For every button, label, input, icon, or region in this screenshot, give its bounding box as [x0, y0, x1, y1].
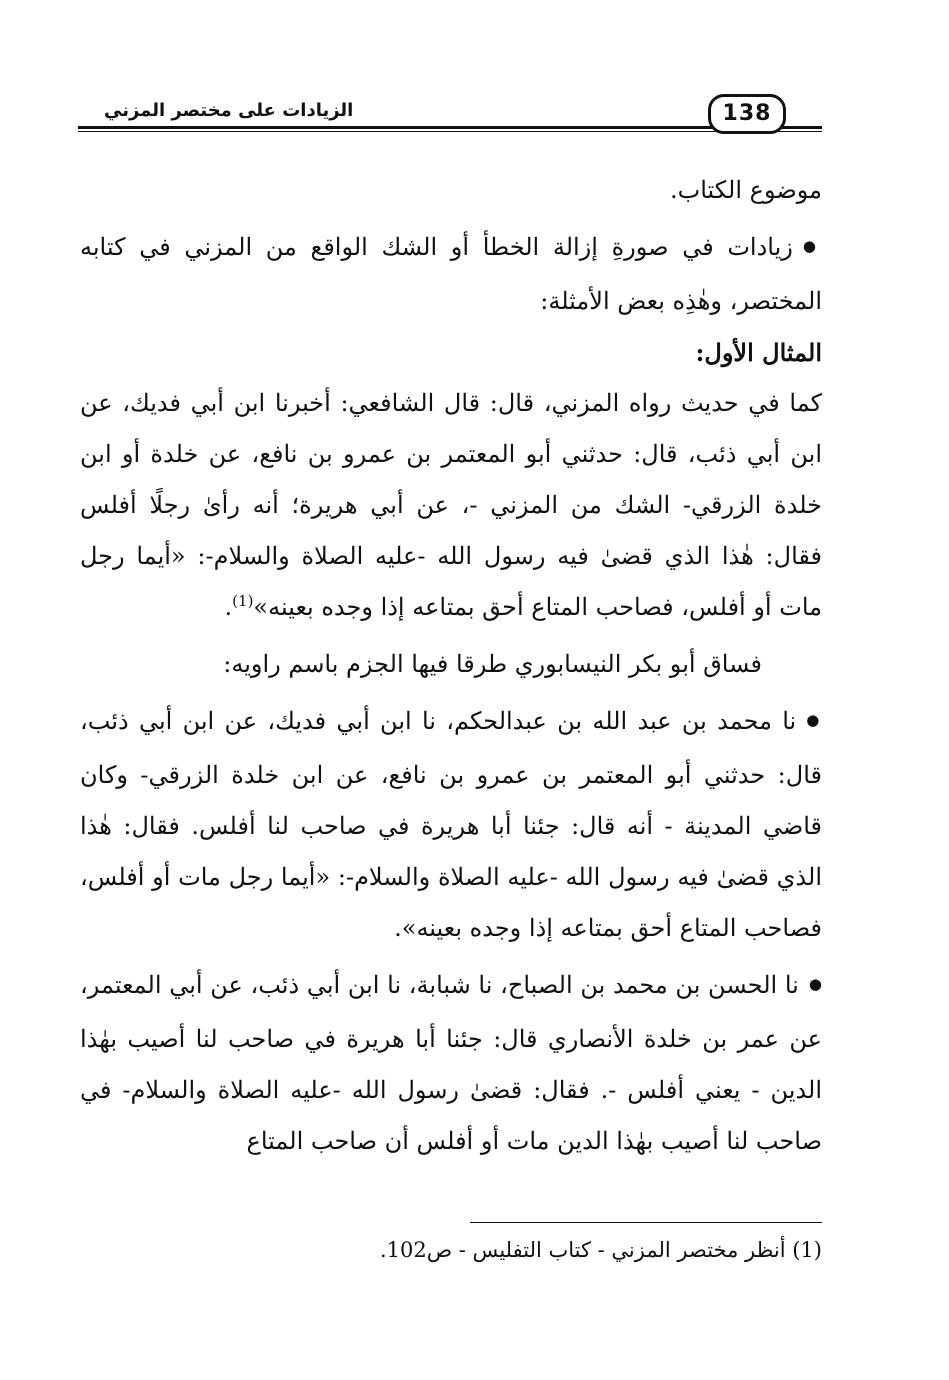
paragraph: موضوع الكتاب. [670, 176, 822, 204]
bullet-icon [793, 229, 822, 257]
paragraph-text: كما في حديث رواه المزني، قال: قال الشافعي: أخبرنا ابن أبي فديك، عن ابن أبي ذئب، قال: حدثني أبو المعتمر بن عمرو بن نافع، عن خلدة أو ابن خلدة الزرقي- الشك من المزني -، عن أبي هريرة؛ أنه رأىٰ رجلًا أفلس فقال: هٰذا الذي قضىٰ فيه رسول الله -عليه الصلاة والسلام-: «أيما رجل مات أو أفلس، فصاحب المتاع أحق بمتاعه إذا وجده بعينه» [80, 389, 822, 621]
bullet-icon [799, 967, 822, 995]
paragraph-text: زيادات في صورةِ إزالة الخطأ أو الشك الواقع من المزني في كتابه المختصر، وهٰذِه بعض الأمثلة: [80, 233, 822, 315]
running-title: الزيادات على مختصر المزني [98, 98, 359, 124]
bullet-icon [796, 703, 822, 731]
body-text [80, 165, 822, 1167]
paragraph-text: نا الحسن بن محمد بن الصباح، نا شبابة، نا ابن أبي ذئب، عن أبي المعتمر، عن عمر بن خلدة الأنصاري قال: جئنا أبا هريرة في صاحب لنا أصيب بهٰذا الدين - يعني أفلس -. فقال: قضىٰ رسول الله -عليه الصلاة والسلام- في صاحب لنا أصيب بهٰذا الدين مات أو أفلس أن صاحب المتاع [80, 971, 823, 1155]
bullet-paragraph [80, 222, 822, 327]
paragraph-text: نا محمد بن عبد الله بن عبدالحكم، نا ابن أبي فديك، عن ابن أبي ذئب، قال: حدثني أبو المعتمر بن عمرو بن نافع، عن ابن خلدة الزرقي- وكان قاضي المدينة - أنه قال: جئنا أبا هريرة في صاحب لنا أفلس. فقال: هٰذا الذي قضىٰ فيه رسول الله -عليه الصلاة والسلام-: «أيما رجل مات أو أفلس، فصاحب المتاع أحق بمتاعه إذا وجده بعينه». [80, 707, 822, 942]
bullet-paragraph [80, 696, 822, 954]
header-rule-thin [78, 131, 822, 132]
footnote-reference[interactable]: (1) [232, 592, 254, 610]
footnote-marker: (1) [792, 1238, 822, 1262]
bullet-paragraph [80, 960, 822, 1167]
paragraph-end: . [224, 593, 233, 621]
section-heading: المثال الأول: [695, 338, 822, 367]
footnote-text: أنظر مختصر المزني - كتاب التفليس - ص102. [379, 1238, 786, 1262]
page-number: 138 [708, 94, 786, 134]
paragraph [80, 378, 822, 633]
footnote-separator [470, 1222, 822, 1223]
page-header [78, 96, 822, 136]
paragraph: فساق أبو بكر النيسابوري طرقا فيها الجزم باسم راويه: [223, 650, 762, 678]
footnote [300, 1232, 822, 1268]
